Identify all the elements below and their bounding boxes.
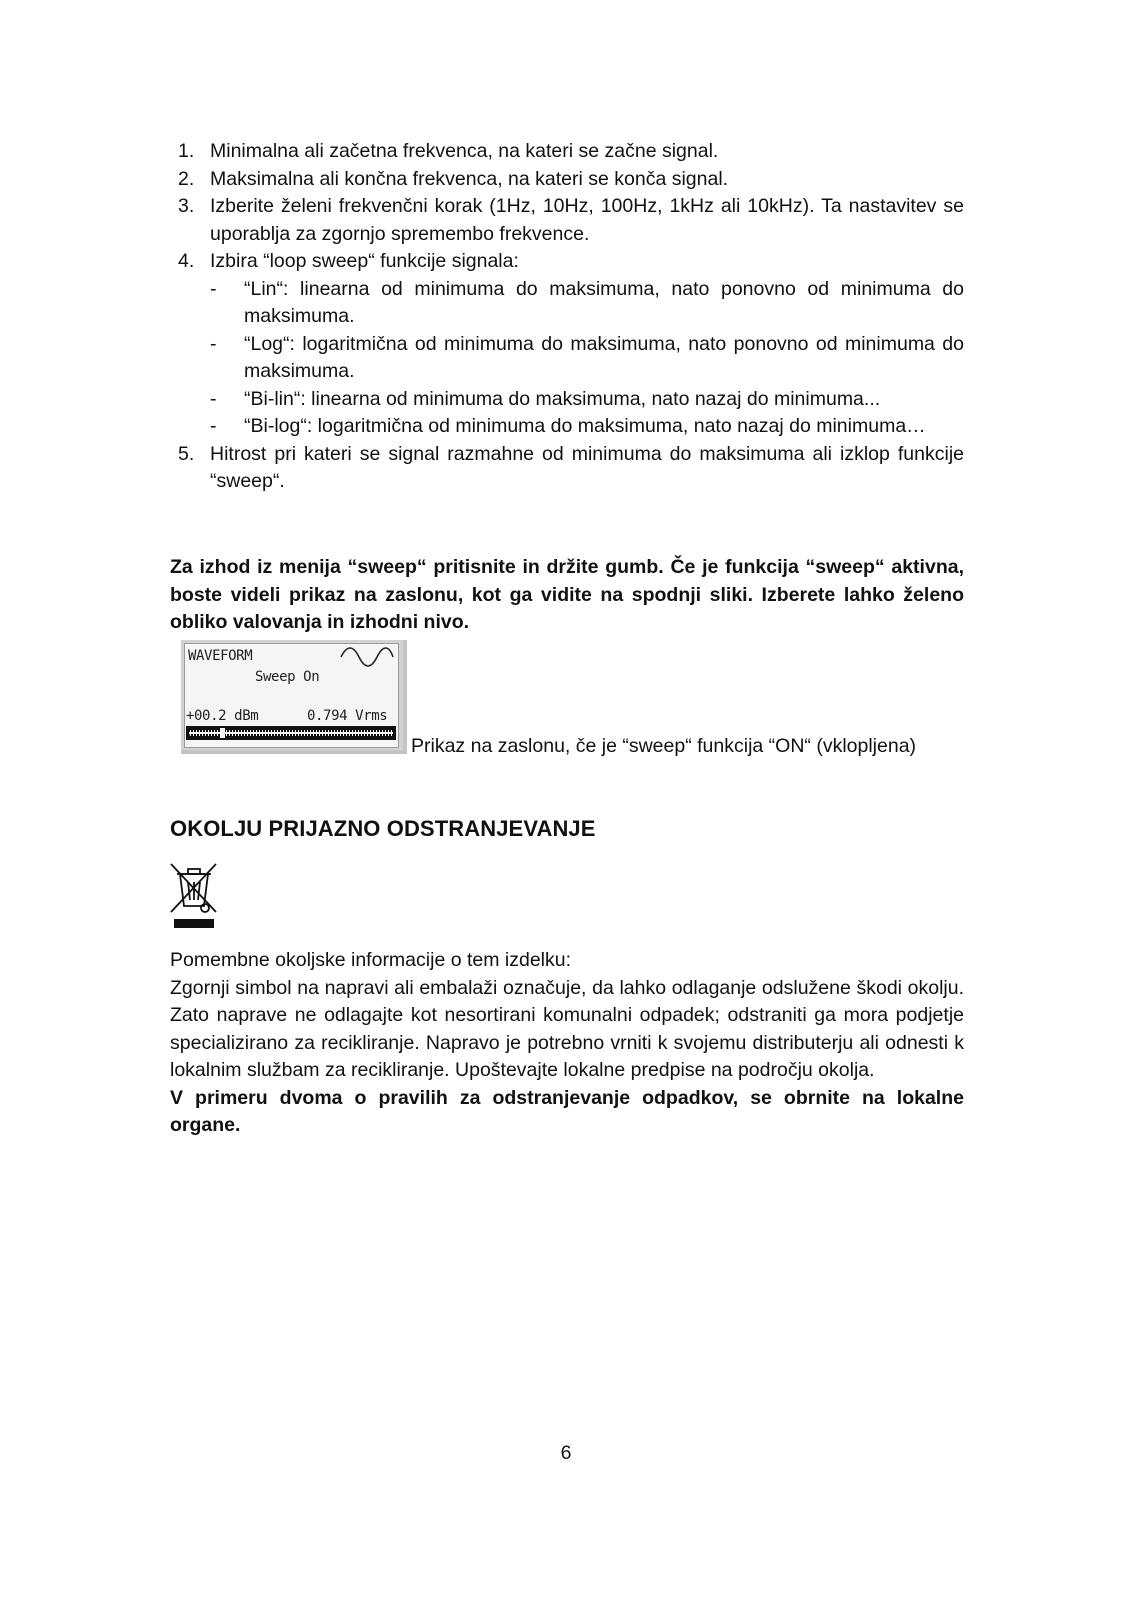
lcd-bar-tick — [376, 730, 377, 736]
lcd-bar-tick — [346, 730, 347, 736]
lcd-bar-tick — [247, 730, 248, 736]
lcd-bar-tick — [229, 730, 230, 736]
lcd-bar-tick — [253, 730, 254, 736]
lcd-bar-tick — [322, 730, 323, 736]
lcd-bar-tick — [235, 730, 236, 736]
settings-list — [170, 138, 964, 496]
sweep-mode-list — [210, 276, 964, 441]
lcd-display-image — [181, 640, 407, 754]
lcd-bar-tick — [193, 730, 194, 736]
lcd-bar-tick — [292, 730, 293, 736]
lcd-bar-tick — [298, 730, 299, 736]
lcd-bar-tick — [310, 730, 311, 736]
lcd-bar-tick — [274, 730, 275, 736]
lcd-bar-tick — [361, 730, 362, 736]
lcd-bar-tick — [238, 730, 239, 736]
sine-wave-icon — [339, 646, 395, 668]
environment-info-body: Zgornji simbol na napravi ali embalaži označuje, da lahko odlaganje odslužene škodi okolju. Zato naprave ne odlagajte kot nesortirani komunalni odpadek; odstraniti ga mora podjetje specializirano za recikliranje. Napravo je potrebno vrniti k svojemu distributerju ali odnesti k lokalnim službam za recikliranje. Upoštevajte lokalne predpise na področju okolja. — [170, 976, 964, 1081]
lcd-bar-tick — [370, 730, 371, 736]
lcd-bar-tick — [265, 730, 266, 736]
lcd-bar-tick — [202, 730, 203, 736]
lcd-bar-tick — [343, 730, 344, 736]
lcd-bar-tick — [286, 730, 287, 736]
page-number: 6 — [560, 1442, 572, 1464]
lcd-bar-tick — [295, 730, 296, 736]
lcd-bar-tick — [337, 730, 338, 736]
exit-instruction: Za izhod iz menija “sweep“ pritisnite in držite gumb. Če je funkcija “sweep“ aktivna, boste videli prikaz na zaslonu, kot ga vidite na spodnji sliki. Izberete lahko želeno obliko valovanja in izhodni nivo. — [170, 556, 964, 633]
lcd-bar-tick — [241, 730, 242, 736]
lcd-bar-tick — [313, 730, 314, 736]
section-heading: OKOLJU PRIJAZNO ODSTRANJEVANJE — [170, 816, 596, 841]
lcd-bar-tick — [259, 730, 260, 736]
lcd-bar-tick — [244, 730, 245, 736]
lcd-bar-tick — [301, 730, 302, 736]
lcd-bar-tick — [271, 730, 272, 736]
lcd-waveform-label: WAVEFORM — [188, 648, 253, 664]
lcd-bar-tick — [316, 730, 317, 736]
lcd-bar-tick — [262, 730, 263, 736]
lcd-bar-tick — [385, 730, 386, 736]
lcd-bar-tick — [334, 730, 335, 736]
lcd-bar-tick — [208, 730, 209, 736]
lcd-bar-tick — [196, 730, 197, 736]
lcd-bar-tick — [217, 730, 218, 736]
lcd-bar-tick — [340, 730, 341, 736]
lcd-caption: Prikaz na zaslonu, če je “sweep“ funkcija “ON“ (vklopljena) — [411, 735, 917, 757]
environment-info-title: Pomembne okoljske informacije o tem izdelku: — [170, 949, 572, 971]
lcd-bar-tick — [268, 730, 269, 736]
lcd-bar-tick — [205, 730, 206, 736]
lcd-bar-tick — [250, 730, 251, 736]
list-item: 3. Izberite želeni frekvenčni korak (1Hz, 10Hz, 100Hz, 1kHz ali 10kHz). Ta nastavitev se uporablja za zgornjo spremembo frekvence. — [178, 195, 964, 245]
lcd-bar-tick — [289, 730, 290, 736]
lcd-bar-tick — [277, 730, 278, 736]
lcd-level-dbm: +00.2 dBm — [186, 708, 259, 724]
lcd-bar-tick — [226, 730, 227, 736]
lcd-bar-tick — [304, 730, 305, 736]
environment-info-bold: V primeru dvoma o pravilih za odstranjevanje odpadkov, se obrnite na lokalne organe. — [170, 1086, 964, 1136]
lcd-bar-tick — [325, 730, 326, 736]
lcd-bar-tick — [379, 730, 380, 736]
lcd-status: Sweep On — [255, 669, 320, 685]
list-item: 4. Izbira “loop sweep“ funkcije signala: - “Lin“: linearna od minimuma do maksimuma, nato ponovno od minimuma do maksimuma. - “Log“: logaritmična od minimuma do maksimuma, nato ponovno od minimuma do maksimuma. - “Bi-lin“: linearna od minimuma do maksimuma, nato nazaj do minimuma... - “Bi-log“: logaritmična od minimuma do maksimuma, nato nazaj do minimuma… — [170, 248, 964, 441]
lcd-bar-tick — [280, 730, 281, 736]
lcd-bar-tick — [256, 730, 257, 736]
lcd-bar-tick — [364, 730, 365, 736]
lcd-bar-tick — [199, 730, 200, 736]
lcd-bar-tick — [388, 730, 389, 736]
list-item: 2. Maksimalna ali končna frekvenca, na kateri se konča signal. — [178, 167, 729, 190]
lcd-bar-tick — [190, 730, 191, 736]
lcd-bar-tick — [355, 730, 356, 736]
lcd-level-bar — [186, 726, 396, 740]
lcd-bar-tick — [367, 730, 368, 736]
lcd-bar-tick — [349, 730, 350, 736]
lcd-bar-tick — [232, 730, 233, 736]
lcd-bar-tick — [214, 730, 215, 736]
lcd-bar-tick — [382, 730, 383, 736]
lcd-level-vrms: 0.794 Vrms — [307, 708, 388, 724]
sub-list-item: - “Bi-log“: logaritmična od minimuma do maksimuma, nato nazaj do minimuma… — [210, 415, 926, 437]
lcd-bar-tick — [283, 730, 284, 736]
environment-info — [170, 947, 964, 1140]
sub-list-item: - “Log“: logaritmična od minimuma do maksimuma, nato ponovno od minimuma do maksimuma. — [210, 332, 964, 382]
sub-list-item: - “Bi-lin“: linearna od minimuma do maksimuma, nato nazaj do minimuma... — [210, 387, 881, 410]
lcd-bar-tick — [331, 730, 332, 736]
lcd-bar-tick — [391, 730, 392, 736]
list-item: 5. Hitrost pri kateri se signal razmahne od minimuma do maksimuma ali izklop funkcije “sweep“. — [178, 442, 964, 492]
crossed-out-wheelie-bin-icon — [168, 862, 220, 930]
lcd-bar-tick — [358, 730, 359, 736]
lcd-bar-tick — [373, 730, 374, 736]
lcd-bar-tick — [211, 730, 212, 736]
sub-list-item: - “Lin“: linearna od minimuma do maksimuma, nato ponovno od minimuma do maksimuma. — [210, 277, 964, 327]
lcd-bar-tick — [307, 730, 308, 736]
lcd-bar-tick — [319, 730, 320, 736]
lcd-bar-tick — [328, 730, 329, 736]
lcd-bar-tick — [352, 730, 353, 736]
list-item: 1. Minimalna ali začetna frekvenca, na kateri se začne signal. — [178, 140, 719, 162]
